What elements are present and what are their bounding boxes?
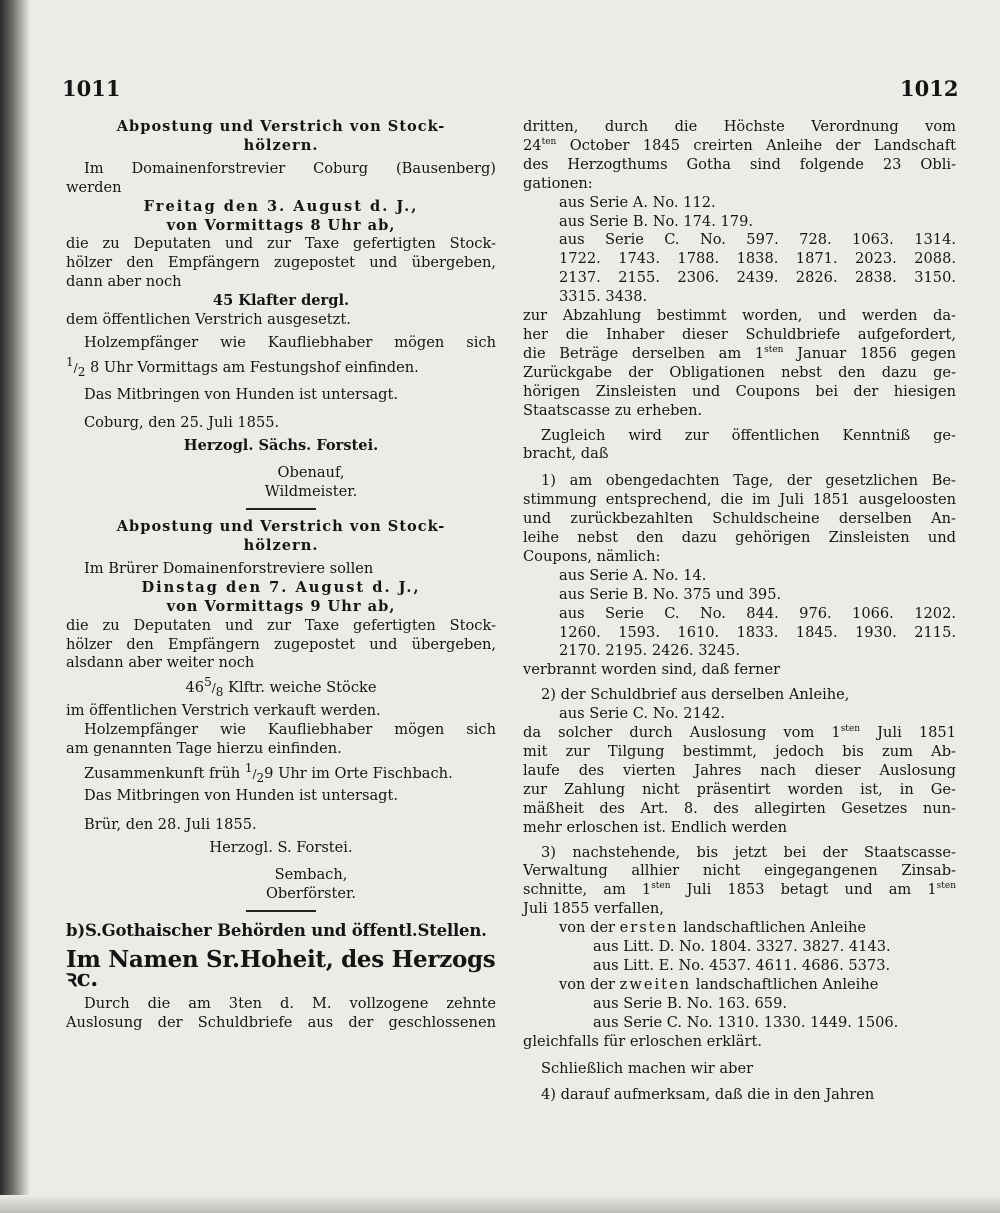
- decree-line: laufe des vierten Jahres nach dieser Auslosung: [523, 761, 956, 779]
- notice-place-date: Coburg, den 25. Juli 1855.: [84, 414, 280, 432]
- page-binding-shadow: [0, 0, 30, 1213]
- notice-coburg: [66, 118, 496, 502]
- notice-buyers-text: 8 Uhr Vormittags am Festungshof einfinden.: [85, 358, 419, 376]
- notice-body-line: alsdann aber weiter noch: [66, 654, 255, 672]
- notice-intro: Im Domainenforstrevier Coburg (Bausenberg): [84, 159, 496, 177]
- decree-line: $24^{ten}$ October 1845 creirten Anleihe der Landschaft: [523, 136, 956, 154]
- serial-list-line: aus Serie A. No. 112.: [559, 193, 716, 211]
- decree-line: Zurückgabe der Obligationen nebst den dazu ge-: [523, 363, 956, 381]
- serial-list-line: aus Serie B. No. 174. 179.: [559, 212, 753, 230]
- serial-list-line: 1260. 1593. 1610. 1833. 1845. 1930. 2115.: [559, 623, 956, 641]
- decree-line: Schließlich machen wir aber: [541, 1059, 754, 1077]
- decree-line: mit zur Tilgung bestimmt, jedoch bis zum Ab-: [523, 743, 956, 760]
- decree-line: des Herzogthums Gotha sind folgende 23 Obli-: [523, 155, 956, 173]
- section-divider: [246, 508, 316, 510]
- serial-list-line: aus Serie B. No. 163. 659.: [593, 994, 787, 1012]
- notice-signer: Obenauf,: [277, 464, 345, 482]
- item-3-line: schnitte, am $1^{sten}$ Juli 1853 betagt und am $1^{sten}$: [523, 881, 956, 899]
- item-4-line: 4) darauf aufmerksam, daß die in den Jahren: [541, 1086, 875, 1104]
- item-1-line: 1) am obengedachten Tage, der gesetzlichen Be-: [541, 472, 956, 490]
- notice-authority: Herzogl. S. Forstei.: [209, 839, 353, 857]
- serial-list-line: 2170. 2195. 2426. 3245.: [559, 642, 741, 660]
- decree-line: verbrannt worden sind, daß ferner: [523, 661, 781, 679]
- notice-quantity: $46^5/_8$ Klftr. weiche Stöcke: [185, 675, 377, 700]
- notice-time: von Vormittags 8 Uhr ab,: [166, 216, 396, 234]
- decree-line: bracht, daß: [523, 445, 609, 463]
- decree-line: die Beträge derselben am $1^{sten}$ Januar 1856 gegen: [523, 344, 956, 362]
- item-1-line: leihe nebst den dazu gehörigen Zinsleisten und: [523, 529, 956, 547]
- decree-line: mäßheit des Art. 8. des allegirten Gesetzes nun-: [523, 799, 956, 817]
- right-column: [523, 118, 956, 1105]
- notice-date: Freitag den 3. August d. J.,: [143, 197, 419, 215]
- serial-list-line: aus Serie B. No. 375 und 395.: [559, 585, 782, 603]
- notice-title-cont: hölzern.: [243, 536, 319, 554]
- page-number-left: 1011: [62, 76, 121, 101]
- left-column: [66, 118, 496, 1032]
- notice-dogs: Das Mitbringen von Hunden ist untersagt.: [84, 385, 398, 403]
- decree-line: gleichfalls für erloschen erklärt.: [523, 1032, 762, 1050]
- notice-body-line: dem öffentlichen Verstrich ausgesetzt.: [66, 311, 351, 329]
- item-3-line: 3) nachstehende, bis jetzt bei der Staatscasse-: [541, 843, 956, 861]
- notice-date: Dinstag den 7. August d. J.,: [141, 578, 421, 596]
- item-3-line: Verwaltung allhier nicht eingegangenen Zinsab-: [523, 862, 956, 880]
- notice-body-line: dann aber noch: [66, 273, 182, 291]
- notice-quantity: 45 Klafter dergl.: [212, 292, 350, 310]
- section-heading: b)S.Gothaischer Behörden und öffentl.Stellen.: [66, 920, 487, 940]
- item-1-line: Coupons, nämlich:: [523, 547, 661, 565]
- notice-title-cont: hölzern.: [243, 136, 319, 154]
- notice-title: Abpostung und Verstrich von Stock-: [116, 118, 446, 135]
- item-1-line: stimmung entsprechend, die im Juli 1851 ausgeloosten: [523, 491, 956, 509]
- serial-list-line: aus Serie C. No. 1310. 1330. 1449. 1506.: [593, 1013, 899, 1031]
- notice-body-line: die zu Deputaten und zur Taxe gefertigten Stock-: [66, 616, 496, 634]
- serial-list-line: 3315. 3438.: [559, 288, 648, 306]
- notice-buyers-line: $^1/_2$ 8 Uhr Vormittags am Festungshof einfinden.: [66, 354, 419, 379]
- serial-list-line: aus Litt. D. No. 1804. 3327. 3827. 4143.: [593, 938, 891, 956]
- decree-line: Zugleich wird zur öffentlichen Kenntniß ge-: [541, 426, 956, 444]
- notice-body-line: hölzer den Empfängern zugepostet und übergeben,: [66, 254, 496, 272]
- page-number-right: 1012: [900, 76, 959, 101]
- notice-signer-title: Wildmeister.: [264, 483, 358, 501]
- serial-list-line: 1722. 1743. 1788. 1838. 1871. 2023. 2088.: [559, 250, 956, 268]
- notice-title: Abpostung und Verstrich von Stock-: [116, 518, 446, 536]
- section-divider: [246, 910, 316, 912]
- serial-list-line: aus Litt. E. No. 4537. 4611. 4686. 5373.: [593, 956, 891, 974]
- decree-line: hörigen Zinsleisten und Coupons bei der hiesigen: [523, 382, 956, 400]
- decree-line: da solcher durch Auslosung vom $1^{sten}$ Juli 1851: [523, 724, 956, 742]
- serial-list-line: aus Serie C. No. 844. 976. 1066. 1202.: [559, 604, 956, 622]
- notice-intro-cont: werden: [66, 178, 122, 196]
- notice-intro: Im Brürer Domainenforstreviere sollen: [84, 559, 374, 577]
- decree-line: zur Abzahlung bestimmt worden, und werden da-: [523, 307, 956, 325]
- notice-time: von Vormittags 9 Uhr ab,: [166, 597, 396, 615]
- notice-meeting: Zusammenkunft früh $^1/_29$ Uhr im Orte Fischbach.: [84, 760, 453, 785]
- notice-bruer: [66, 518, 496, 904]
- fraction-denominator: 2: [77, 364, 86, 379]
- notice-buyers-line: am genannten Tage hierzu einfinden.: [66, 739, 342, 757]
- serial-list-line: 2137. 2155. 2306. 2439. 2826. 2838. 3150.: [559, 269, 956, 287]
- serial-list-line: aus Serie C. No. 597. 728. 1063. 1314.: [559, 231, 956, 249]
- serial-list-line: aus Serie A. No. 14.: [559, 566, 707, 584]
- decree-line: her die Inhaber dieser Schuldbriefe aufgefordert,: [523, 325, 956, 343]
- notice-signer: Sembach,: [274, 866, 348, 884]
- item-1-line: und zurückbezahlten Schuldscheine derselben An-: [523, 510, 956, 528]
- loan-heading: von der zweiten landschaftlichen Anleihe: [559, 975, 879, 993]
- notice-body-line: die zu Deputaten und zur Taxe gefertigten Stock-: [66, 235, 496, 253]
- notice-buyers-line: Holzempfänger wie Kaufliebhaber mögen sich: [84, 720, 496, 738]
- notice-buyers-line: Holzempfänger wie Kaufliebhaber mögen sich: [84, 333, 496, 351]
- decree-line: gationen:: [523, 174, 593, 192]
- page-bottom-edge: [0, 1195, 1000, 1213]
- item-3-line: Juli 1855 verfallen,: [523, 900, 664, 918]
- decree-lead-line: Auslosung der Schuldbriefe aus der geschlossenen: [66, 1013, 496, 1031]
- loan-heading: von der ersten landschaftlichen Anleihe: [559, 919, 866, 937]
- notice-authority: Herzogl. Sächs. Forstei.: [183, 437, 379, 455]
- decree-line: mehr erloschen ist. Endlich werden: [523, 818, 788, 836]
- item-2-line: aus Serie C. No. 2142.: [559, 705, 726, 723]
- notice-place-date: Brür, den 28. Juli 1855.: [84, 816, 257, 834]
- item-2-line: 2) der Schuldbrief aus derselben Anleihe,: [541, 686, 850, 704]
- decree-heading: Im Namen Sr.Hoheit, des Herzogs ꝛc.: [66, 945, 496, 992]
- notice-dogs: Das Mitbringen von Hunden ist untersagt.: [84, 787, 398, 805]
- notice-body-line: im öffentlichen Verstrich verkauft werden.: [66, 702, 381, 719]
- notice-body-line: hölzer den Empfängern zugepostet und übergeben,: [66, 635, 496, 653]
- notice-signer-title: Oberförster.: [265, 885, 357, 903]
- decree-lead-line: Durch die am 3ten d. M. vollzogene zehnte: [84, 994, 496, 1012]
- fraction-numerator: 1: [66, 354, 74, 369]
- decree-line: Staatscasse zu erheben.: [523, 401, 703, 419]
- decree-line: dritten, durch die Höchste Verordnung vom: [523, 118, 956, 135]
- decree-line: zur Zahlung nicht präsentirt worden ist, in Ge-: [523, 780, 956, 798]
